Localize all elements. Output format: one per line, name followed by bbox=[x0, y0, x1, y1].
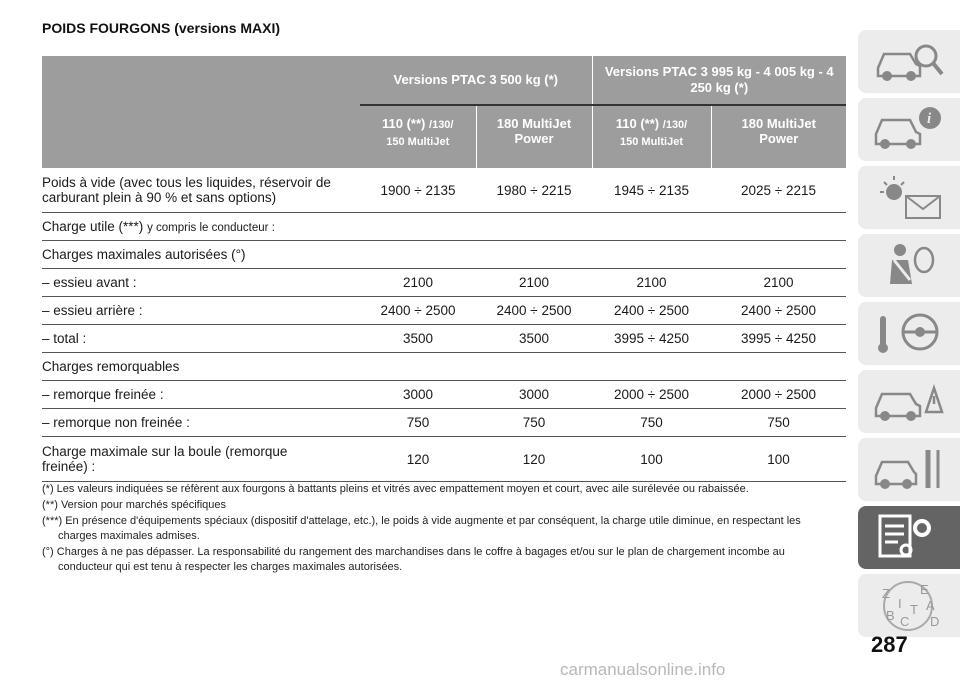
column-header: 180 MultiJet Power bbox=[476, 105, 592, 168]
row-label: – total : bbox=[42, 325, 360, 353]
cell-value: 120 bbox=[360, 437, 476, 482]
row-label: – essieu arrière : bbox=[42, 297, 360, 325]
cell-value: 1945 ÷ 2135 bbox=[592, 168, 711, 213]
cell-value: 2000 ÷ 2500 bbox=[592, 381, 711, 409]
car-search-icon bbox=[870, 36, 948, 86]
svg-text:T: T bbox=[910, 602, 918, 617]
cell-value: 750 bbox=[476, 409, 592, 437]
cell-value: 750 bbox=[592, 409, 711, 437]
technical-data-icon bbox=[870, 512, 948, 562]
cell-value: 2000 ÷ 2500 bbox=[711, 381, 846, 409]
steering-wheel-key-icon bbox=[870, 308, 948, 358]
cell-value: 2100 bbox=[711, 269, 846, 297]
cell-value: 750 bbox=[360, 409, 476, 437]
tab-technical-data[interactable] bbox=[858, 506, 960, 569]
weights-table bbox=[42, 56, 846, 482]
cell-value: 3500 bbox=[476, 325, 592, 353]
footnote: (*) Les valeurs indiquées se réfèrent aux fourgons à battants pleins et vitrés avec empattement moyen et court, avec aile surélevée ou rabaissée. bbox=[42, 483, 749, 495]
tab-emergency[interactable] bbox=[858, 370, 960, 433]
group-header-3995-4250: Versions PTAC 3 995 kg - 4 005 kg - 4 250 kg (*) bbox=[592, 56, 846, 105]
car-info-icon bbox=[870, 104, 948, 154]
table-row bbox=[42, 269, 846, 297]
tab-safety[interactable] bbox=[858, 234, 960, 297]
cell-value: 2400 ÷ 2500 bbox=[592, 297, 711, 325]
cell-value: 120 bbox=[476, 437, 592, 482]
footnote: (***) En présence d'équipements spéciaux (dispositif d'attelage, etc.), le poids à vide augmente et par conséquent, la charge utile diminue, en respectant les charges maximales admises. bbox=[42, 515, 801, 542]
column-header: 180 MultiJet Power bbox=[711, 105, 846, 168]
table-row bbox=[42, 437, 846, 482]
table-row bbox=[42, 325, 846, 353]
footnotes bbox=[42, 482, 802, 576]
alphabetical-index-icon bbox=[870, 580, 948, 632]
cell-value: 3995 ÷ 4250 bbox=[711, 325, 846, 353]
cell-value: 2400 ÷ 2500 bbox=[360, 297, 476, 325]
tab-warning-lights[interactable] bbox=[858, 166, 960, 229]
svg-text:i: i bbox=[927, 111, 932, 127]
table-header-groups bbox=[42, 56, 846, 105]
table-row bbox=[42, 241, 846, 269]
cell-value: 3000 bbox=[360, 381, 476, 409]
row-label: Poids à vide (avec tous les liquides, réservoir de carburant plein à 90 % et sans options) bbox=[42, 168, 360, 213]
group-header-3500: Versions PTAC 3 500 kg (*) bbox=[360, 56, 592, 105]
footnote: (**) Version pour marchés spécifiques bbox=[42, 499, 227, 511]
tab-starting-driving[interactable] bbox=[858, 302, 960, 365]
cell-value: 2100 bbox=[476, 269, 592, 297]
table-row bbox=[42, 353, 846, 381]
table-row bbox=[42, 213, 846, 241]
watermark: carmanualsonline.info bbox=[560, 660, 726, 679]
tab-index[interactable] bbox=[858, 574, 960, 637]
svg-text:I: I bbox=[898, 596, 902, 611]
svg-text:C: C bbox=[900, 614, 910, 629]
cell-value: 1980 ÷ 2215 bbox=[476, 168, 592, 213]
row-label: Charges maximales autorisées (°) bbox=[42, 241, 846, 269]
seatbelt-airbag-icon bbox=[870, 240, 948, 290]
svg-text:A: A bbox=[926, 598, 935, 613]
tab-car-info[interactable] bbox=[858, 98, 960, 161]
row-label: Charge utile (***) y compris le conducteur : bbox=[42, 213, 846, 241]
footnote: (°) Charges à ne pas dépasser. La responsabilité du rangement des marchandises dans le coffre à bagages et/ou sur le plan de chargement incombe au conducteur qui est tenu à respecter les charges maximales autorisées. bbox=[42, 546, 785, 573]
cell-value: 3000 bbox=[476, 381, 592, 409]
table-row bbox=[42, 409, 846, 437]
warning-light-message-icon bbox=[870, 172, 948, 222]
row-label: – remorque non freinée : bbox=[42, 409, 360, 437]
car-emergency-icon bbox=[870, 376, 948, 426]
svg-text:Z: Z bbox=[882, 586, 890, 601]
cell-value: 3500 bbox=[360, 325, 476, 353]
cell-value: 2100 bbox=[360, 269, 476, 297]
page-title: POIDS FOURGONS (versions MAXI) bbox=[42, 20, 281, 36]
page-number: 287 bbox=[871, 632, 908, 657]
cell-value: 2400 ÷ 2500 bbox=[476, 297, 592, 325]
cell-value: 2400 ÷ 2500 bbox=[711, 297, 846, 325]
tab-car-search[interactable] bbox=[858, 30, 960, 93]
row-label: – remorque freinée : bbox=[42, 381, 360, 409]
svg-text:E: E bbox=[920, 582, 929, 597]
cell-value: 100 bbox=[592, 437, 711, 482]
row-label: – essieu avant : bbox=[42, 269, 360, 297]
table-row bbox=[42, 381, 846, 409]
column-header: 110 (**) /130/ 150 MultiJet bbox=[360, 105, 476, 168]
column-header: 110 (**) /130/ 150 MultiJet bbox=[592, 105, 711, 168]
row-label: Charges remorquables bbox=[42, 353, 846, 381]
row-label: Charge maximale sur la boule (remorque freinée) : bbox=[42, 437, 360, 482]
cell-value: 1900 ÷ 2135 bbox=[360, 168, 476, 213]
cell-value: 2025 ÷ 2215 bbox=[711, 168, 846, 213]
cell-value: 3995 ÷ 4250 bbox=[592, 325, 711, 353]
cell-value: 100 bbox=[711, 437, 846, 482]
svg-text:B: B bbox=[886, 608, 895, 623]
cell-value: 2100 bbox=[592, 269, 711, 297]
svg-text:D: D bbox=[930, 614, 940, 629]
table-row bbox=[42, 168, 846, 213]
cell-value: 750 bbox=[711, 409, 846, 437]
car-maintenance-icon bbox=[870, 444, 948, 494]
header-blank-cell bbox=[42, 56, 360, 168]
table-row bbox=[42, 297, 846, 325]
tab-maintenance[interactable] bbox=[858, 438, 960, 501]
